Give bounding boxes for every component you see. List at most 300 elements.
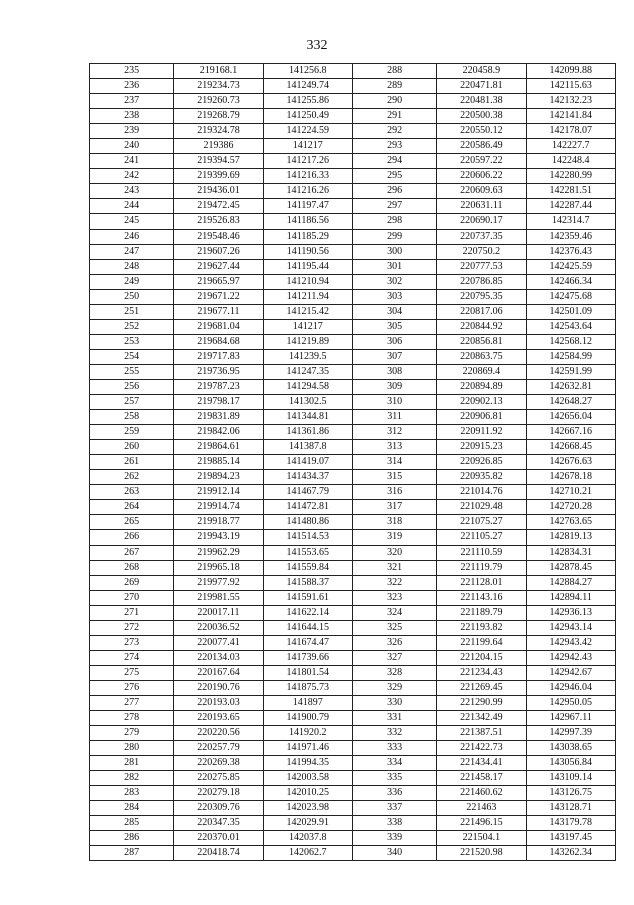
x-coordinate-cell: 220017.11 <box>174 605 263 620</box>
x-coordinate-cell: 220795.35 <box>437 289 526 304</box>
y-coordinate-cell: 141250.49 <box>263 109 352 124</box>
x-coordinate-cell: 219671.22 <box>174 289 263 304</box>
table-row <box>90 771 616 786</box>
x-coordinate-cell: 219681.04 <box>174 319 263 334</box>
point-number-cell: 290 <box>352 94 436 109</box>
x-coordinate-cell: 220737.35 <box>437 229 526 244</box>
point-number-cell: 331 <box>352 711 436 726</box>
point-number-cell: 313 <box>352 440 436 455</box>
table-row <box>90 410 616 425</box>
point-number-cell: 269 <box>90 575 174 590</box>
y-coordinate-cell: 141256.8 <box>263 64 352 79</box>
y-coordinate-cell: 142543.64 <box>526 319 615 334</box>
point-number-cell: 295 <box>352 169 436 184</box>
x-coordinate-cell: 219894.23 <box>174 470 263 485</box>
x-coordinate-cell: 221189.79 <box>437 605 526 620</box>
x-coordinate-cell: 221504.1 <box>437 831 526 846</box>
x-coordinate-cell: 220550.12 <box>437 124 526 139</box>
y-coordinate-cell: 142819.13 <box>526 530 615 545</box>
y-coordinate-cell: 142878.45 <box>526 560 615 575</box>
point-number-cell: 277 <box>90 695 174 710</box>
table-row <box>90 379 616 394</box>
x-coordinate-cell: 221520.98 <box>437 846 526 861</box>
table-row <box>90 485 616 500</box>
x-coordinate-cell: 221463 <box>437 801 526 816</box>
x-coordinate-cell: 220869.4 <box>437 364 526 379</box>
x-coordinate-cell: 219798.17 <box>174 395 263 410</box>
point-number-cell: 285 <box>90 816 174 831</box>
y-coordinate-cell: 142099.88 <box>526 64 615 79</box>
y-coordinate-cell: 143262.34 <box>526 846 615 861</box>
y-coordinate-cell: 141219.89 <box>263 334 352 349</box>
x-coordinate-cell: 219831.89 <box>174 410 263 425</box>
point-number-cell: 321 <box>352 560 436 575</box>
x-coordinate-cell: 220418.74 <box>174 846 263 861</box>
y-coordinate-cell: 141591.61 <box>263 590 352 605</box>
x-coordinate-cell: 220817.06 <box>437 304 526 319</box>
point-number-cell: 339 <box>352 831 436 846</box>
point-number-cell: 329 <box>352 680 436 695</box>
x-coordinate-cell: 221269.45 <box>437 680 526 695</box>
point-number-cell: 305 <box>352 319 436 334</box>
y-coordinate-cell: 141215.42 <box>263 304 352 319</box>
y-coordinate-cell: 141920.2 <box>263 726 352 741</box>
y-coordinate-cell: 141900.79 <box>263 711 352 726</box>
y-coordinate-cell: 141559.84 <box>263 560 352 575</box>
y-coordinate-cell: 141210.94 <box>263 274 352 289</box>
y-coordinate-cell: 142023.98 <box>263 801 352 816</box>
point-number-cell: 262 <box>90 470 174 485</box>
table-row <box>90 515 616 530</box>
x-coordinate-cell: 220586.49 <box>437 139 526 154</box>
x-coordinate-cell: 220606.22 <box>437 169 526 184</box>
y-coordinate-cell: 141994.35 <box>263 756 352 771</box>
y-coordinate-cell: 142936.13 <box>526 605 615 620</box>
y-coordinate-cell: 141186.56 <box>263 214 352 229</box>
y-coordinate-cell: 142667.16 <box>526 425 615 440</box>
x-coordinate-cell: 219168.1 <box>174 64 263 79</box>
x-coordinate-cell: 221234.43 <box>437 665 526 680</box>
table-row <box>90 259 616 274</box>
point-number-cell: 256 <box>90 379 174 394</box>
y-coordinate-cell: 141239.5 <box>263 349 352 364</box>
point-number-cell: 239 <box>90 124 174 139</box>
y-coordinate-cell: 141185.29 <box>263 229 352 244</box>
table-row <box>90 530 616 545</box>
point-number-cell: 272 <box>90 620 174 635</box>
x-coordinate-cell: 220257.79 <box>174 741 263 756</box>
y-coordinate-cell: 142942.67 <box>526 665 615 680</box>
x-coordinate-cell: 221075.27 <box>437 515 526 530</box>
x-coordinate-cell: 221458.17 <box>437 771 526 786</box>
x-coordinate-cell: 220844.92 <box>437 319 526 334</box>
point-number-cell: 279 <box>90 726 174 741</box>
table-row <box>90 184 616 199</box>
table-row <box>90 425 616 440</box>
y-coordinate-cell: 142141.84 <box>526 109 615 124</box>
x-coordinate-cell: 219472.45 <box>174 199 263 214</box>
x-coordinate-cell: 219234.73 <box>174 79 263 94</box>
y-coordinate-cell: 142591.99 <box>526 364 615 379</box>
x-coordinate-cell: 220193.65 <box>174 711 263 726</box>
point-number-cell: 322 <box>352 575 436 590</box>
table-row <box>90 455 616 470</box>
x-coordinate-cell: 221422.73 <box>437 741 526 756</box>
table-row <box>90 395 616 410</box>
x-coordinate-cell: 219607.26 <box>174 244 263 259</box>
point-number-cell: 289 <box>352 79 436 94</box>
x-coordinate-cell: 220275.85 <box>174 771 263 786</box>
point-number-cell: 340 <box>352 846 436 861</box>
y-coordinate-cell: 142227.7 <box>526 139 615 154</box>
x-coordinate-cell: 220690.17 <box>437 214 526 229</box>
y-coordinate-cell: 141480.86 <box>263 515 352 530</box>
x-coordinate-cell: 220370.01 <box>174 831 263 846</box>
table-row <box>90 711 616 726</box>
x-coordinate-cell: 219918.77 <box>174 515 263 530</box>
x-coordinate-cell: 220863.75 <box>437 349 526 364</box>
table-row <box>90 199 616 214</box>
table-row <box>90 590 616 605</box>
y-coordinate-cell: 142967.11 <box>526 711 615 726</box>
x-coordinate-cell: 221342.49 <box>437 711 526 726</box>
table-row <box>90 349 616 364</box>
point-number-cell: 245 <box>90 214 174 229</box>
y-coordinate-cell: 142248.4 <box>526 154 615 169</box>
point-number-cell: 282 <box>90 771 174 786</box>
point-number-cell: 328 <box>352 665 436 680</box>
table-row <box>90 726 616 741</box>
x-coordinate-cell: 221290.99 <box>437 695 526 710</box>
point-number-cell: 311 <box>352 410 436 425</box>
x-coordinate-cell: 221143.16 <box>437 590 526 605</box>
point-number-cell: 255 <box>90 364 174 379</box>
point-number-cell: 323 <box>352 590 436 605</box>
table-row <box>90 680 616 695</box>
point-number-cell: 252 <box>90 319 174 334</box>
table-row <box>90 560 616 575</box>
coordinates-table-body <box>90 64 616 861</box>
y-coordinate-cell: 141294.58 <box>263 379 352 394</box>
x-coordinate-cell: 220597.22 <box>437 154 526 169</box>
table-row <box>90 334 616 349</box>
point-number-cell: 291 <box>352 109 436 124</box>
point-number-cell: 249 <box>90 274 174 289</box>
point-number-cell: 238 <box>90 109 174 124</box>
table-row <box>90 605 616 620</box>
point-number-cell: 264 <box>90 500 174 515</box>
table-row <box>90 109 616 124</box>
point-number-cell: 259 <box>90 425 174 440</box>
point-number-cell: 235 <box>90 64 174 79</box>
table-row <box>90 756 616 771</box>
y-coordinate-cell: 141361.86 <box>263 425 352 440</box>
y-coordinate-cell: 141434.37 <box>263 470 352 485</box>
table-row <box>90 786 616 801</box>
x-coordinate-cell: 220926.85 <box>437 455 526 470</box>
y-coordinate-cell: 142943.42 <box>526 635 615 650</box>
table-row <box>90 229 616 244</box>
point-number-cell: 275 <box>90 665 174 680</box>
x-coordinate-cell: 220458.9 <box>437 64 526 79</box>
x-coordinate-cell: 221387.51 <box>437 726 526 741</box>
x-coordinate-cell: 219943.19 <box>174 530 263 545</box>
point-number-cell: 246 <box>90 229 174 244</box>
y-coordinate-cell: 141739.66 <box>263 650 352 665</box>
point-number-cell: 298 <box>352 214 436 229</box>
point-number-cell: 253 <box>90 334 174 349</box>
y-coordinate-cell: 142884.27 <box>526 575 615 590</box>
y-coordinate-cell: 142029.91 <box>263 816 352 831</box>
y-coordinate-cell: 141674.47 <box>263 635 352 650</box>
y-coordinate-cell: 142281.51 <box>526 184 615 199</box>
y-coordinate-cell: 141875.73 <box>263 680 352 695</box>
x-coordinate-cell: 220786.85 <box>437 274 526 289</box>
point-number-cell: 248 <box>90 259 174 274</box>
point-number-cell: 265 <box>90 515 174 530</box>
table-row <box>90 801 616 816</box>
table-row <box>90 364 616 379</box>
table-row <box>90 289 616 304</box>
y-coordinate-cell: 142943.14 <box>526 620 615 635</box>
table-row <box>90 620 616 635</box>
point-number-cell: 315 <box>352 470 436 485</box>
x-coordinate-cell: 221110.59 <box>437 545 526 560</box>
table-row <box>90 244 616 259</box>
point-number-cell: 280 <box>90 741 174 756</box>
table-row <box>90 440 616 455</box>
x-coordinate-cell: 219324.78 <box>174 124 263 139</box>
y-coordinate-cell: 141302.5 <box>263 395 352 410</box>
x-coordinate-cell: 219268.79 <box>174 109 263 124</box>
y-coordinate-cell: 141514.53 <box>263 530 352 545</box>
point-number-cell: 304 <box>352 304 436 319</box>
x-coordinate-cell: 219394.57 <box>174 154 263 169</box>
point-number-cell: 327 <box>352 650 436 665</box>
point-number-cell: 278 <box>90 711 174 726</box>
point-number-cell: 284 <box>90 801 174 816</box>
y-coordinate-cell: 141897 <box>263 695 352 710</box>
point-number-cell: 307 <box>352 349 436 364</box>
x-coordinate-cell: 219914.74 <box>174 500 263 515</box>
point-number-cell: 287 <box>90 846 174 861</box>
y-coordinate-cell: 141224.59 <box>263 124 352 139</box>
y-coordinate-cell: 142501.09 <box>526 304 615 319</box>
x-coordinate-cell: 221014.76 <box>437 485 526 500</box>
x-coordinate-cell: 220193.03 <box>174 695 263 710</box>
x-coordinate-cell: 220220.56 <box>174 726 263 741</box>
x-coordinate-cell: 219526.83 <box>174 214 263 229</box>
x-coordinate-cell: 219842.06 <box>174 425 263 440</box>
point-number-cell: 326 <box>352 635 436 650</box>
x-coordinate-cell: 220077.41 <box>174 635 263 650</box>
y-coordinate-cell: 142115.63 <box>526 79 615 94</box>
y-coordinate-cell: 142710.21 <box>526 485 615 500</box>
y-coordinate-cell: 142314.7 <box>526 214 615 229</box>
y-coordinate-cell: 142178.07 <box>526 124 615 139</box>
table-row <box>90 169 616 184</box>
table-row <box>90 831 616 846</box>
x-coordinate-cell: 219736.95 <box>174 364 263 379</box>
point-number-cell: 268 <box>90 560 174 575</box>
x-coordinate-cell: 221204.15 <box>437 650 526 665</box>
x-coordinate-cell: 220347.35 <box>174 816 263 831</box>
point-number-cell: 318 <box>352 515 436 530</box>
y-coordinate-cell: 141588.37 <box>263 575 352 590</box>
point-number-cell: 250 <box>90 289 174 304</box>
point-number-cell: 319 <box>352 530 436 545</box>
point-number-cell: 325 <box>352 620 436 635</box>
point-number-cell: 292 <box>352 124 436 139</box>
table-row <box>90 741 616 756</box>
point-number-cell: 242 <box>90 169 174 184</box>
point-number-cell: 276 <box>90 680 174 695</box>
y-coordinate-cell: 142003.58 <box>263 771 352 786</box>
point-number-cell: 257 <box>90 395 174 410</box>
y-coordinate-cell: 142668.45 <box>526 440 615 455</box>
x-coordinate-cell: 220631.11 <box>437 199 526 214</box>
table-row <box>90 846 616 861</box>
y-coordinate-cell: 143038.65 <box>526 741 615 756</box>
y-coordinate-cell: 141971.46 <box>263 741 352 756</box>
x-coordinate-cell: 220471.81 <box>437 79 526 94</box>
point-number-cell: 267 <box>90 545 174 560</box>
point-number-cell: 330 <box>352 695 436 710</box>
point-number-cell: 261 <box>90 455 174 470</box>
point-number-cell: 243 <box>90 184 174 199</box>
x-coordinate-cell: 221128.01 <box>437 575 526 590</box>
y-coordinate-cell: 142466.34 <box>526 274 615 289</box>
x-coordinate-cell: 221193.82 <box>437 620 526 635</box>
table-row <box>90 304 616 319</box>
point-number-cell: 306 <box>352 334 436 349</box>
y-coordinate-cell: 141644.15 <box>263 620 352 635</box>
y-coordinate-cell: 142656.04 <box>526 410 615 425</box>
point-number-cell: 336 <box>352 786 436 801</box>
point-number-cell: 293 <box>352 139 436 154</box>
y-coordinate-cell: 142720.28 <box>526 500 615 515</box>
point-number-cell: 302 <box>352 274 436 289</box>
x-coordinate-cell: 220911.92 <box>437 425 526 440</box>
y-coordinate-cell: 141249.74 <box>263 79 352 94</box>
x-coordinate-cell: 219260.73 <box>174 94 263 109</box>
point-number-cell: 338 <box>352 816 436 831</box>
y-coordinate-cell: 142132.23 <box>526 94 615 109</box>
point-number-cell: 236 <box>90 79 174 94</box>
y-coordinate-cell: 143128.71 <box>526 801 615 816</box>
y-coordinate-cell: 142678.18 <box>526 470 615 485</box>
point-number-cell: 251 <box>90 304 174 319</box>
y-coordinate-cell: 141247.35 <box>263 364 352 379</box>
y-coordinate-cell: 141553.65 <box>263 545 352 560</box>
y-coordinate-cell: 143056.84 <box>526 756 615 771</box>
y-coordinate-cell: 141419.07 <box>263 455 352 470</box>
y-coordinate-cell: 142584.99 <box>526 349 615 364</box>
x-coordinate-cell: 221119.79 <box>437 560 526 575</box>
x-coordinate-cell: 221029.48 <box>437 500 526 515</box>
x-coordinate-cell: 221460.62 <box>437 786 526 801</box>
y-coordinate-cell: 142946.04 <box>526 680 615 695</box>
y-coordinate-cell: 141472.81 <box>263 500 352 515</box>
point-number-cell: 320 <box>352 545 436 560</box>
table-row <box>90 94 616 109</box>
point-number-cell: 237 <box>90 94 174 109</box>
y-coordinate-cell: 141801.54 <box>263 665 352 680</box>
point-number-cell: 335 <box>352 771 436 786</box>
y-coordinate-cell: 142062.7 <box>263 846 352 861</box>
point-number-cell: 296 <box>352 184 436 199</box>
point-number-cell: 333 <box>352 741 436 756</box>
table-row <box>90 575 616 590</box>
x-coordinate-cell: 221496.15 <box>437 816 526 831</box>
y-coordinate-cell: 141217.26 <box>263 154 352 169</box>
point-number-cell: 288 <box>352 64 436 79</box>
y-coordinate-cell: 143179.78 <box>526 816 615 831</box>
x-coordinate-cell: 219912.14 <box>174 485 263 500</box>
y-coordinate-cell: 141344.81 <box>263 410 352 425</box>
table-row <box>90 816 616 831</box>
table-row <box>90 545 616 560</box>
table-row <box>90 319 616 334</box>
table-row <box>90 79 616 94</box>
table-row <box>90 500 616 515</box>
x-coordinate-cell: 220036.52 <box>174 620 263 635</box>
x-coordinate-cell: 219684.68 <box>174 334 263 349</box>
y-coordinate-cell: 142475.68 <box>526 289 615 304</box>
x-coordinate-cell: 220190.76 <box>174 680 263 695</box>
x-coordinate-cell: 220500.38 <box>437 109 526 124</box>
point-number-cell: 314 <box>352 455 436 470</box>
y-coordinate-cell: 143197.45 <box>526 831 615 846</box>
x-coordinate-cell: 220134.03 <box>174 650 263 665</box>
point-number-cell: 247 <box>90 244 174 259</box>
table-row <box>90 470 616 485</box>
x-coordinate-cell: 219548.46 <box>174 229 263 244</box>
y-coordinate-cell: 142425.59 <box>526 259 615 274</box>
y-coordinate-cell: 143109.14 <box>526 771 615 786</box>
table-row <box>90 124 616 139</box>
y-coordinate-cell: 142834.31 <box>526 545 615 560</box>
y-coordinate-cell: 142632.81 <box>526 379 615 394</box>
point-number-cell: 332 <box>352 726 436 741</box>
x-coordinate-cell: 221105.27 <box>437 530 526 545</box>
point-number-cell: 334 <box>352 756 436 771</box>
table-row <box>90 665 616 680</box>
table-row <box>90 635 616 650</box>
x-coordinate-cell: 220609.63 <box>437 184 526 199</box>
table-row <box>90 274 616 289</box>
x-coordinate-cell: 220894.89 <box>437 379 526 394</box>
point-number-cell: 241 <box>90 154 174 169</box>
table-row <box>90 64 616 79</box>
point-number-cell: 271 <box>90 605 174 620</box>
y-coordinate-cell: 141255.86 <box>263 94 352 109</box>
table-row <box>90 154 616 169</box>
x-coordinate-cell: 219386 <box>174 139 263 154</box>
point-number-cell: 254 <box>90 349 174 364</box>
y-coordinate-cell: 142950.05 <box>526 695 615 710</box>
table-row <box>90 695 616 710</box>
point-number-cell: 312 <box>352 425 436 440</box>
point-number-cell: 283 <box>90 786 174 801</box>
y-coordinate-cell: 142359.46 <box>526 229 615 244</box>
point-number-cell: 273 <box>90 635 174 650</box>
x-coordinate-cell: 221199.64 <box>437 635 526 650</box>
x-coordinate-cell: 220856.81 <box>437 334 526 349</box>
y-coordinate-cell: 141197.47 <box>263 199 352 214</box>
y-coordinate-cell: 142568.12 <box>526 334 615 349</box>
x-coordinate-cell: 219399.69 <box>174 169 263 184</box>
